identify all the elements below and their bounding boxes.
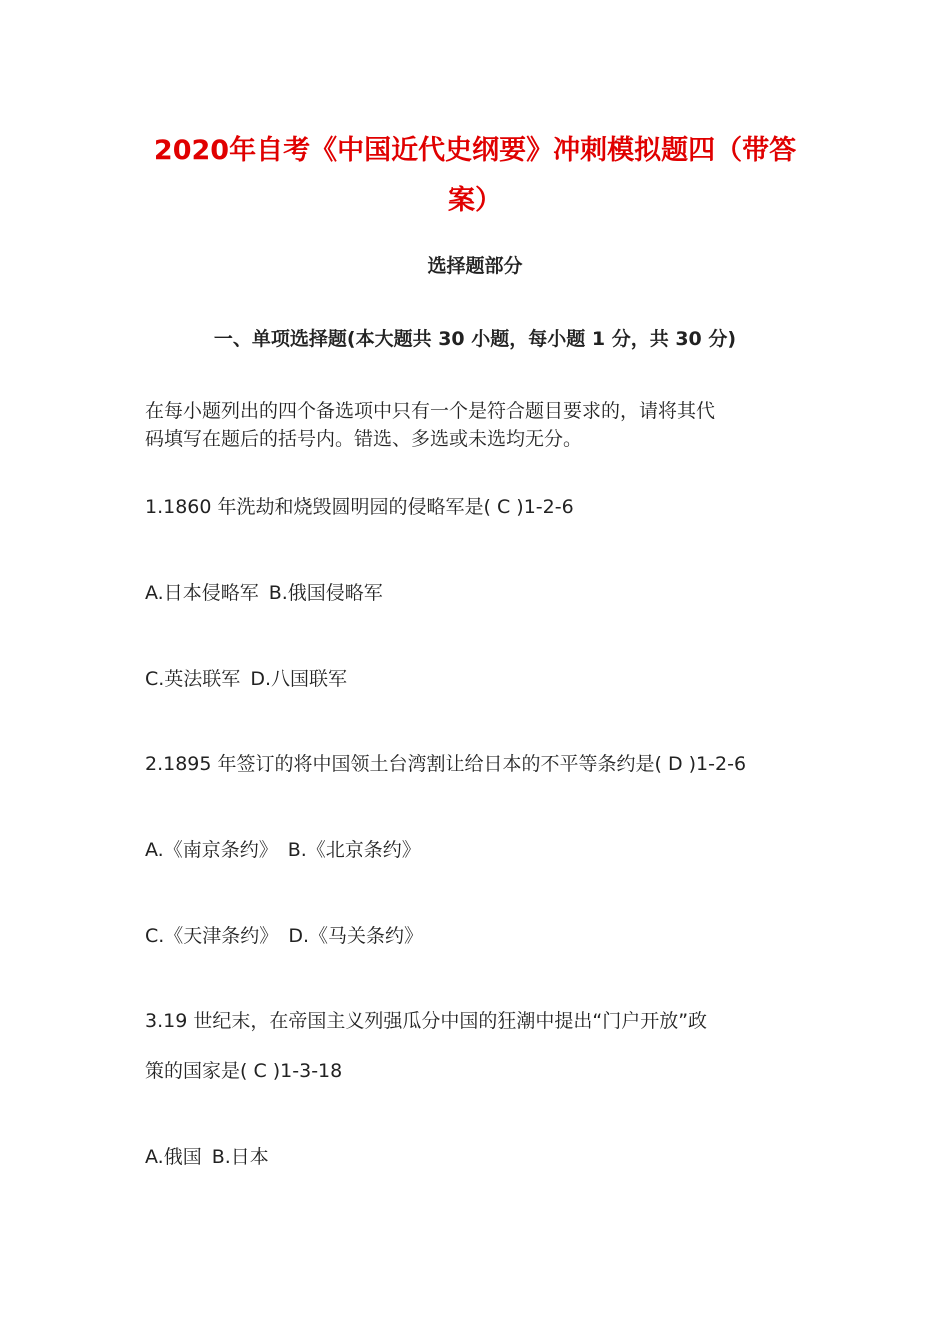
part-heading: 一、单项选择题(本大题共 30 小题，每小题 1 分，共 30 分) [213,328,737,350]
question-1-option-b: B.俄国侵略军 [268,582,383,604]
document-title [145,128,805,224]
question-2-options-row-1 [145,836,815,864]
question-2-stem: 2.1895 年签订的将中国领土台湾割让给日本的不平等条约是( D )1-2-6 [145,753,747,775]
section-heading: 选择题部分 [427,255,523,277]
question-2-option-d: D.《马关条约》 [288,925,423,947]
title-line-2: 案） [448,185,502,216]
question-3-option-b: B.日本 [211,1146,269,1168]
question-1-option-a: A.日本侵略军 [145,582,259,604]
question-2-option-a: A.《南京条约》 [145,839,278,861]
question-1-option-c: C.英法联军 [145,668,241,690]
question-2-option-b: B.《北京条约》 [287,839,421,861]
instructions-line-1: 在每小题列出的四个备选项中只有一个是符合题目要求的，请将其代 [145,400,716,422]
question-1-options-row-2 [145,665,815,693]
question-2-option-c: C.《天津条约》 [145,925,279,947]
question-3-stem-line-1: 3.19 世纪末，在帝国主义列强瓜分中国的狂潮中提出“门户开放”政 [145,1010,708,1032]
question-2-options-row-2 [145,922,815,950]
question-3-stem-line-2: 策的国家是( C )1-3-18 [145,1060,343,1082]
question-1-option-d: D.八国联军 [250,668,347,690]
instructions [145,397,810,453]
instructions-line-2: 码填写在题后的括号内。错选、多选或未选均无分。 [145,428,583,450]
question-3-option-a: A.俄国 [145,1146,202,1168]
question-1-options-row-1 [145,579,815,607]
question-3-options-row-1 [145,1143,815,1171]
title-line-1: 2020年自考《中国近代史纲要》冲刺模拟题四（带答 [153,135,797,166]
question-1-stem: 1.1860 年洗劫和烧毁圆明园的侵略军是( C )1-2-6 [145,496,574,518]
